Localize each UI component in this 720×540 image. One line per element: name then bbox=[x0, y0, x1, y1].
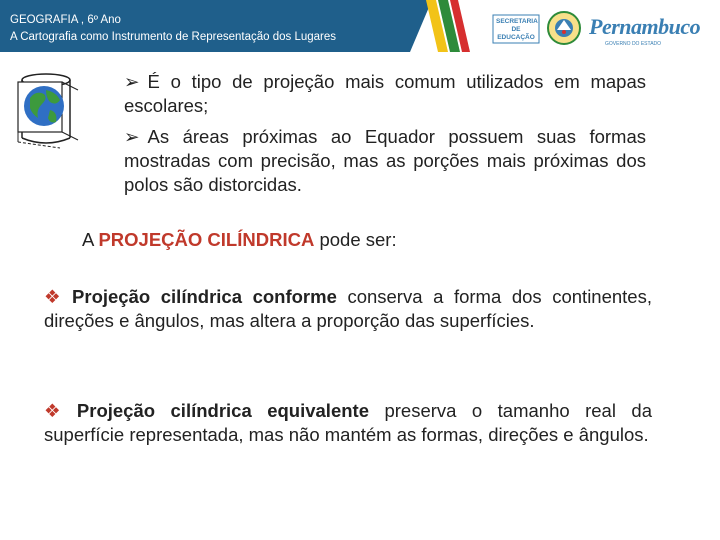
intro-suffix: pode ser: bbox=[314, 229, 397, 250]
state-seal-icon bbox=[546, 10, 582, 46]
intro-prefix: A bbox=[82, 229, 99, 250]
type-equivalente bbox=[44, 399, 652, 447]
type-conforme bbox=[44, 285, 652, 333]
bullet-1 bbox=[124, 70, 646, 118]
header-title bbox=[10, 12, 336, 46]
cylindrical-projection-icon bbox=[16, 68, 84, 154]
bullet-2-text: As áreas próximas ao Equador possuem suas formas mostradas com precisão, mas as porções mais próximas dos polos são distorcidas. bbox=[124, 126, 646, 195]
secretaria-logo bbox=[492, 14, 540, 44]
type-conforme-desc: conserva a forma dos continentes, direções e ângulos, mas altera a proporção das superfícies. bbox=[44, 286, 652, 331]
pernambuco-logo-subtext: GOVERNO DO ESTADO bbox=[605, 41, 662, 47]
arrow-bullet-icon: ➢ bbox=[124, 71, 140, 92]
intro-line bbox=[82, 228, 642, 252]
arrow-bullet-icon: ➢ bbox=[124, 126, 140, 147]
bullet-1-text: É o tipo de projeção mais comum utilizados em mapas escolares; bbox=[124, 71, 646, 116]
type-conforme-term: Projeção cilíndrica conforme bbox=[72, 286, 337, 307]
flag-stripes-decoration bbox=[418, 0, 478, 52]
type-equivalente-desc: preserva o tamanho real da superfície representada, mas não mantém as formas, direções e ângulos. bbox=[44, 400, 652, 445]
header-title-line2: A Cartografia como Instrumento de Representação dos Lugares bbox=[10, 31, 337, 43]
secretaria-logo-text: SECRETARIA DE EDUCAÇÃO bbox=[496, 18, 538, 41]
diamond-bullet-icon: ❖ bbox=[44, 400, 71, 421]
diamond-bullet-icon: ❖ bbox=[44, 286, 67, 307]
header-title-line1: GEOGRAFIA , 6º Ano bbox=[10, 14, 121, 26]
pernambuco-logo bbox=[585, 14, 705, 48]
slide-header bbox=[0, 0, 720, 60]
pernambuco-logo-text: Pernambuco bbox=[589, 14, 701, 39]
bullet-2 bbox=[124, 125, 646, 197]
type-equivalente-term: Projeção cilíndrica equivalente bbox=[76, 400, 369, 421]
intro-highlight: PROJEÇÃO CILÍNDRICA bbox=[98, 229, 315, 250]
